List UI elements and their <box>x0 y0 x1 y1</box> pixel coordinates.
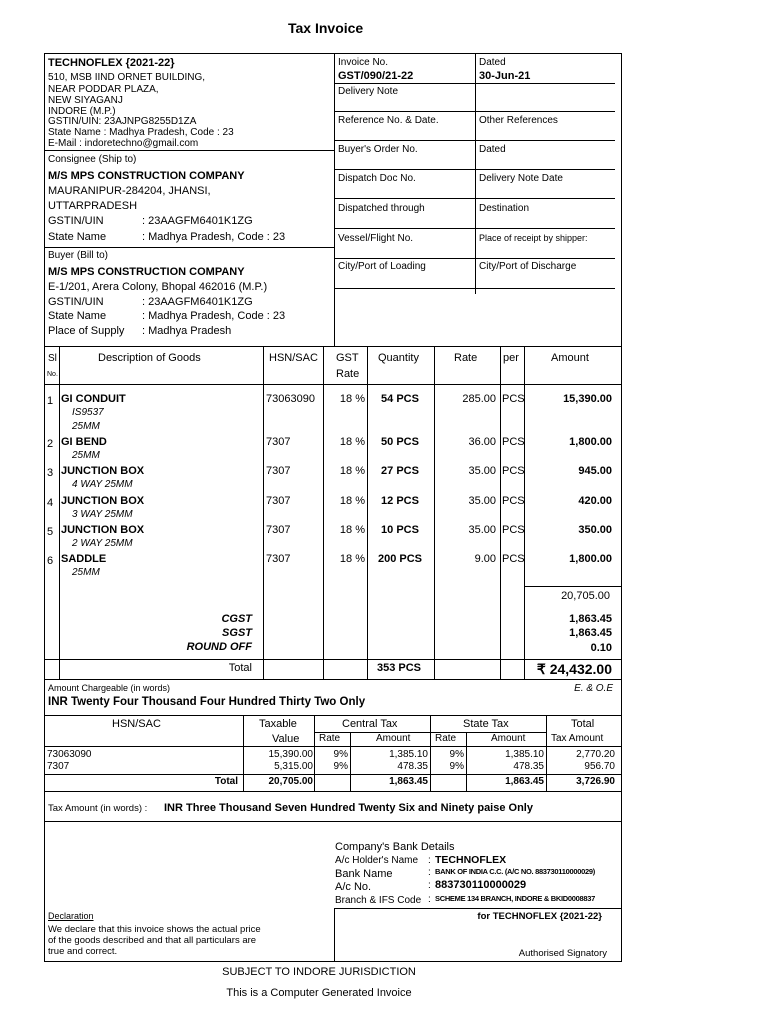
cgst-label: CGST <box>221 613 252 625</box>
item-per: PCS <box>502 495 525 507</box>
seller-address-line: NEAR PODDAR PLAZA, <box>48 84 159 95</box>
item-per: PCS <box>502 524 525 536</box>
page-title: Tax Invoice <box>288 20 364 36</box>
sl-header: Sl <box>48 353 57 364</box>
item-per: PCS <box>502 436 525 448</box>
hsn-header: HSN/SAC <box>269 352 318 364</box>
item-detail: 2 WAY 25MM <box>72 538 133 549</box>
item-name: GI BEND <box>61 436 107 448</box>
buyer-address: E-1/201, Arera Colony, Bhopal 462016 (M.P.) <box>48 281 268 293</box>
tax-total-total: 3,726.90 <box>576 776 615 787</box>
grand-total: ₹ 24,432.00 <box>536 661 612 677</box>
item-sl: 1 <box>47 395 54 407</box>
tax-row-value: 15,390.00 <box>268 749 313 760</box>
bank-name: BANK OF INDIA C.C. (A/C NO. 883730110000029) <box>435 867 595 876</box>
authorised-signatory: Authorised Signatory <box>518 948 607 959</box>
consignee-heading: Consignee (Ship to) <box>48 154 137 165</box>
gst-rate-header: Rate <box>336 368 360 380</box>
holder-label: A/c Holder's Name <box>335 855 419 866</box>
item-hsn: 7307 <box>266 495 291 507</box>
consignee-state-label: State Name <box>48 231 107 243</box>
item-hsn: 7307 <box>266 465 291 477</box>
consignee-state: : Madhya Pradesh, Code : 23 <box>142 231 286 243</box>
acno-label: A/c No. <box>335 881 372 893</box>
city-loading-label: City/Port of Loading <box>338 261 426 272</box>
amount-words-label: Amount Chargeable (in words) <box>48 683 171 693</box>
buyer-pos: : Madhya Pradesh <box>142 325 232 337</box>
sgst-amount: 1,863.45 <box>569 627 612 639</box>
state-tax-header: State Tax <box>463 718 509 730</box>
jurisdiction: SUBJECT TO INDORE JURISDICTION <box>222 966 416 978</box>
seller-email: E-Mail : indoretechno@gmail.com <box>48 138 199 149</box>
declaration-line: of the goods described and that all particulars are <box>48 935 257 946</box>
tax-words: INR Three Thousand Seven Hundred Twenty Six and Ninety paise Only <box>164 802 533 814</box>
buyer-pos-label: Place of Supply <box>48 325 125 337</box>
tax-total-camt: 1,863.45 <box>389 776 428 787</box>
seller-name: TECHNOFLEX {2021-22} <box>48 57 175 69</box>
subtotal: 20,705.00 <box>561 590 610 602</box>
buyer-state-label: State Name <box>48 310 107 322</box>
dated-label-2: Dated <box>479 144 506 155</box>
consignee-gstin-label: GSTIN/UIN <box>48 215 104 227</box>
item-detail: 3 WAY 25MM <box>72 509 133 520</box>
seller-state: State Name : Madhya Pradesh, Code : 23 <box>48 127 234 138</box>
item-rate: 9.00 <box>474 553 496 565</box>
delivery-note-label: Delivery Note <box>338 86 399 97</box>
item-sl: 4 <box>47 497 54 509</box>
item-name: JUNCTION BOX <box>61 524 145 536</box>
item-hsn: 7307 <box>266 436 291 448</box>
colon: : <box>428 855 431 866</box>
other-references-label: Other References <box>479 115 558 126</box>
delivery-note-date-label: Delivery Note Date <box>479 173 563 184</box>
round-off-amount: 0.10 <box>590 642 612 654</box>
consignee-address: UTTARPRADESH <box>48 200 138 212</box>
colon: : <box>428 894 431 905</box>
item-name: JUNCTION BOX <box>61 495 145 507</box>
item-detail: 4 WAY 25MM <box>72 479 133 490</box>
item-gst: 18 % <box>339 553 365 565</box>
dispatched-through-label: Dispatched through <box>338 203 425 214</box>
declaration-heading: Declaration <box>48 911 94 921</box>
consignee-gstin: : 23AAGFM6401K1ZG <box>142 215 253 227</box>
branch-label: Branch & IFS Code <box>335 895 422 906</box>
item-detail: 25MM <box>72 421 100 432</box>
bank-heading: Company's Bank Details <box>335 841 455 853</box>
item-gst: 18 % <box>339 393 365 405</box>
item-rate: 35.00 <box>468 465 496 477</box>
seller-address-line: 510, MSB IIND ORNET BUILDING, <box>48 72 206 83</box>
invoice-no: GST/090/21-22 <box>338 70 414 82</box>
no-header: No. <box>47 371 58 378</box>
item-sl: 3 <box>47 467 54 479</box>
central-rate-header: Rate <box>319 733 341 744</box>
holder-name: TECHNOFLEX <box>435 854 507 866</box>
dated: 30-Jun-21 <box>479 70 531 82</box>
item-detail: 25MM <box>72 567 100 578</box>
tax-row-camt: 478.35 <box>397 761 428 772</box>
buyer-heading: Buyer (Bill to) <box>48 250 109 261</box>
tax-row-samt: 478.35 <box>513 761 544 772</box>
item-amount: 350.00 <box>578 524 612 536</box>
tax-total-samt: 1,863.45 <box>505 776 544 787</box>
item-per: PCS <box>502 393 525 405</box>
gst-header: GST <box>336 352 359 364</box>
item-name: GI CONDUIT <box>61 393 126 405</box>
signatory-for: for TECHNOFLEX {2021-22} <box>477 911 602 922</box>
tax-words-label: Tax Amount (in words) : <box>48 803 148 814</box>
item-qty: 54 PCS <box>381 393 419 405</box>
state-amount-header: Amount <box>491 733 526 744</box>
tax-value-header: Value <box>272 733 300 745</box>
sgst-label: SGST <box>222 627 252 639</box>
item-amount: 420.00 <box>578 495 612 507</box>
tax-row-crate: 9% <box>333 749 348 760</box>
item-hsn: 7307 <box>266 553 291 565</box>
colon: : <box>428 880 431 891</box>
generated-note: This is a Computer Generated Invoice <box>226 987 412 999</box>
item-qty: 200 PCS <box>377 553 423 565</box>
item-amount: 945.00 <box>578 465 612 477</box>
total-qty: 353 PCS <box>376 662 422 674</box>
item-detail: IS9537 <box>72 407 104 418</box>
tax-row-value: 5,315.00 <box>274 761 313 772</box>
buyer-gstin: : 23AAGFM6401K1ZG <box>142 296 253 308</box>
quantity-header: Quantity <box>378 352 419 364</box>
branch-ifsc: SCHEME 134 BRANCH, INDORE & BKID0008837 <box>435 894 596 903</box>
consignee-address: MAURANIPUR-284204, JHANSI, <box>48 185 211 197</box>
item-gst: 18 % <box>339 495 365 507</box>
item-gst: 18 % <box>339 524 365 536</box>
tax-row-total: 2,770.20 <box>576 749 615 760</box>
item-qty: 50 PCS <box>381 436 419 448</box>
item-qty: 10 PCS <box>381 524 419 536</box>
tax-row-hsn: 73063090 <box>47 749 92 760</box>
item-detail: 25MM <box>72 450 100 461</box>
item-qty: 12 PCS <box>381 495 419 507</box>
seller-gstin: GSTIN/UIN: 23AJNPG8255D1ZA <box>48 116 197 127</box>
item-amount: 15,390.00 <box>563 393 612 405</box>
item-gst: 18 % <box>339 436 365 448</box>
tax-total-value: 20,705.00 <box>268 776 313 787</box>
eoe: E. & O.E <box>574 683 613 694</box>
reference-label: Reference No. & Date. <box>338 115 439 126</box>
invoice-no-label: Invoice No. <box>338 57 389 68</box>
tax-row-camt: 1,385.10 <box>389 749 428 760</box>
tax-total-header: Total <box>571 718 595 730</box>
tax-row-total: 956.70 <box>584 761 615 772</box>
seller-address-line: NEW SIYAGANJ <box>48 95 123 106</box>
tax-taxable-header: Taxable <box>259 718 297 730</box>
tax-row-hsn: 7307 <box>47 761 70 772</box>
buyers-order-label: Buyer's Order No. <box>338 144 418 155</box>
cgst-amount: 1,863.45 <box>569 613 612 625</box>
item-name: SADDLE <box>61 553 107 565</box>
buyer-name: M/S MPS CONSTRUCTION COMPANY <box>48 266 245 278</box>
tax-total-label: Total <box>214 776 238 787</box>
item-amount: 1,800.00 <box>569 436 612 448</box>
per-header: per <box>503 352 519 364</box>
tax-row-crate: 9% <box>333 761 348 772</box>
item-per: PCS <box>502 553 525 565</box>
central-amount-header: Amount <box>376 733 411 744</box>
declaration-line: true and correct. <box>48 946 118 957</box>
bank-name-label: Bank Name <box>335 868 393 880</box>
item-qty: 27 PCS <box>381 465 419 477</box>
colon: : <box>428 867 431 878</box>
item-per: PCS <box>502 465 525 477</box>
item-gst: 18 % <box>339 465 365 477</box>
vessel-label: Vessel/Flight No. <box>338 233 414 244</box>
declaration-line: We declare that this invoice shows the actual price <box>48 924 261 935</box>
item-sl: 2 <box>47 438 54 450</box>
tax-row-samt: 1,385.10 <box>505 749 544 760</box>
item-rate: 35.00 <box>468 524 496 536</box>
amount-words: INR Twenty Four Thousand Four Hundred Thirty Two Only <box>48 696 366 708</box>
consignee-name: M/S MPS CONSTRUCTION COMPANY <box>48 170 245 182</box>
total-label: Total <box>228 662 252 674</box>
tax-hsn-header: HSN/SAC <box>112 718 161 730</box>
tax-amount-header: Tax Amount <box>551 733 604 744</box>
place-receipt-label: Place of receipt by shipper: <box>479 233 588 243</box>
item-name: JUNCTION BOX <box>61 465 145 477</box>
buyer-gstin-label: GSTIN/UIN <box>48 296 104 308</box>
item-hsn: 7307 <box>266 524 291 536</box>
seller-address-line: INDORE (M.P.) <box>48 106 116 117</box>
tax-row-srate: 9% <box>449 761 464 772</box>
state-rate-header: Rate <box>435 733 457 744</box>
tax-row-srate: 9% <box>449 749 464 760</box>
item-sl: 5 <box>47 526 54 538</box>
item-sl: 6 <box>47 555 54 567</box>
city-discharge-label: City/Port of Discharge <box>479 261 577 272</box>
dispatch-doc-label: Dispatch Doc No. <box>338 173 416 184</box>
destination-label: Destination <box>479 203 530 214</box>
item-rate: 36.00 <box>468 436 496 448</box>
buyer-state: : Madhya Pradesh, Code : 23 <box>142 310 286 322</box>
item-rate: 35.00 <box>468 495 496 507</box>
central-tax-header: Central Tax <box>342 718 398 730</box>
dated-label: Dated <box>479 57 506 68</box>
account-number: 883730110000029 <box>435 879 527 891</box>
description-header: Description of Goods <box>98 352 201 364</box>
item-hsn: 73063090 <box>266 393 315 405</box>
item-rate: 285.00 <box>462 393 496 405</box>
rate-header: Rate <box>454 352 478 364</box>
round-off-label: ROUND OFF <box>186 641 252 653</box>
item-amount: 1,800.00 <box>569 553 612 565</box>
amount-header: Amount <box>551 352 589 364</box>
